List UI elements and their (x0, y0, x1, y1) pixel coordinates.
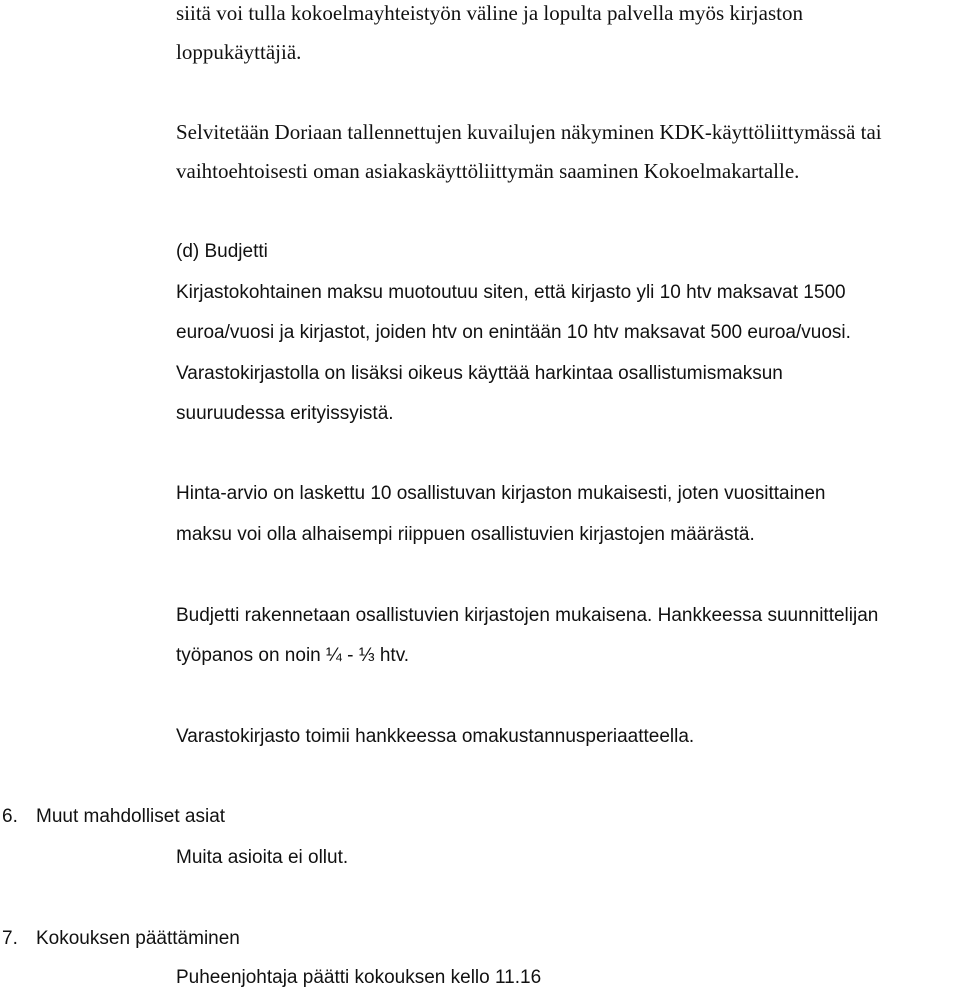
intro-line-2: loppukäyttäjiä. (176, 40, 302, 64)
estimate-line-1: Hinta-arvio on laskettu 10 osallistuvan kirjaston mukaisesti, joten vuosittainen (176, 483, 826, 504)
principle-line: Varastokirjasto toimii hankkeessa omakustannusperiaatteella. (176, 726, 695, 747)
budget-line-1: Kirjastokohtainen maksu muotoutuu siten, että kirjasto yli 10 htv maksavat 1500 (176, 282, 846, 303)
section-7-number: 7. (2, 928, 18, 949)
estimate-line-2: maksu voi olla alhaisempi riippuen osallistuvien kirjastojen määrästä. (176, 524, 755, 545)
build-line-1: Budjetti rakennetaan osallistuvien kirjastojen mukaisena. Hankkeessa suunnittelijan (176, 605, 879, 626)
selvitys-line-1: Selvitetään Doriaan tallennettujen kuvailujen näkyminen KDK-käyttöliittymässä tai (176, 120, 882, 144)
budget-line-2: euroa/vuosi ja kirjastot, joiden htv on enintään 10 htv maksavat 500 euroa/vuosi. (176, 322, 851, 343)
section-7-title: Kokouksen päättäminen (36, 928, 240, 949)
section-6-body: Muita asioita ei ollut. (176, 847, 349, 868)
intro-line-1: siitä voi tulla kokoelmayhteistyön väline ja lopulta palvella myös kirjaston (176, 1, 803, 25)
selvitys-line-2: vaihtoehtoisesti oman asiakaskäyttöliittymän saaminen Kokoelmakartalle. (176, 159, 800, 183)
section-7-body: Puheenjohtaja päätti kokouksen kello 11.16 (176, 967, 542, 988)
budget-line-4: suuruudessa erityissyistä. (176, 403, 394, 424)
build-line-2: työpanos on noin ¼ - ⅓ htv. (176, 645, 410, 666)
budget-heading: (d) Budjetti (176, 241, 268, 262)
budget-line-3: Varastokirjastolla on lisäksi oikeus käyttää harkintaa osallistumismaksun (176, 363, 783, 384)
section-6-title: Muut mahdolliset asiat (36, 806, 226, 827)
section-6-number: 6. (2, 806, 18, 827)
